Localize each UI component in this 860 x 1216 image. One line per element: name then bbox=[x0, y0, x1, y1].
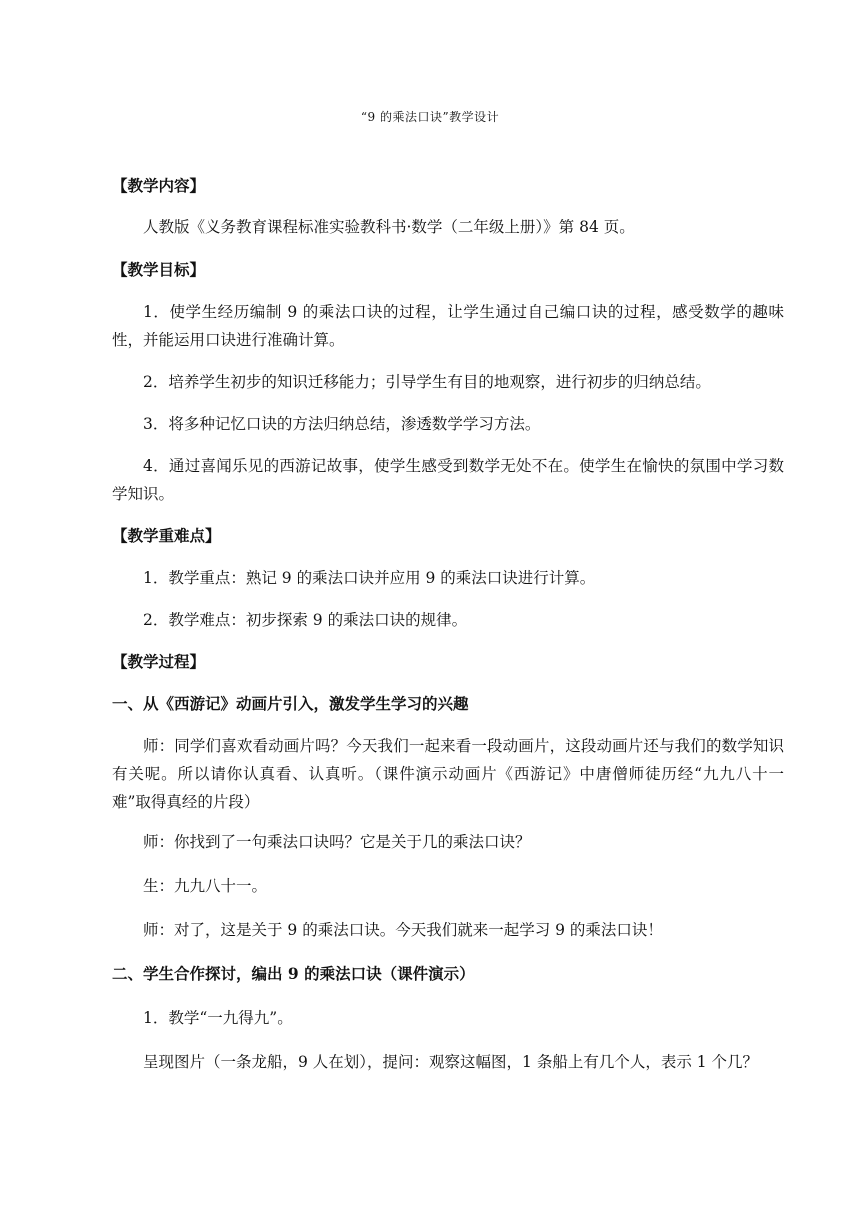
keypoint-paragraph-1: 1．教学重点：熟记 9 的乘法口诀并应用 9 的乘法口诀进行计算。 bbox=[143, 569, 596, 587]
goal-paragraph-1: 1．使学生经历编制 9 的乘法口诀的过程，让学生通过自己编口诀的过程，感受数学的趣味性，并能运用口诀进行准确计算。 bbox=[112, 303, 784, 349]
keypoint-paragraph-2: 2．教学难点：初步探索 9 的乘法口诀的规律。 bbox=[143, 611, 468, 629]
part1-paragraph-4: 师：对了，这是关于 9 的乘法口诀。今天我们就来一起学习 9 的乘法口诀！ bbox=[143, 921, 663, 939]
section-heading-keypoints: 【教学重难点】 bbox=[112, 526, 221, 545]
part1-paragraph-1: 师：同学们喜欢看动画片吗？今天我们一起来看一段动画片，这段动画片还与我们的数学知识有关呢。所以请你认真看、认真听。（课件演示动画片《西游记》中唐僧师徒历经“九九八十一难”取得真经的片段） bbox=[112, 737, 784, 811]
goal-paragraph-3: 3．将多种记忆口诀的方法归纳总结，渗透数学学习方法。 bbox=[143, 415, 541, 433]
section-heading-goals: 【教学目标】 bbox=[112, 260, 206, 279]
part2-paragraph-2: 呈现图片（一条龙船，9 人在划），提问：观察这幅图，1 条船上有几个人，表示 1 个几？ bbox=[143, 1053, 759, 1071]
part2-paragraph-1: 1．教学“一九得九”。 bbox=[143, 1009, 293, 1027]
part1-paragraph-3: 生：九九八十一。 bbox=[143, 877, 268, 895]
goal-paragraph-4: 4．通过喜闻乐见的西游记故事，使学生感受到数学无处不在。使学生在愉快的氛围中学习数学知识。 bbox=[112, 457, 784, 503]
document-title: “9 的乘法口诀”教学设计 bbox=[360, 110, 500, 124]
goal-paragraph-2: 2．培养学生初步的知识迁移能力；引导学生有目的地观察，进行初步的归纳总结。 bbox=[143, 373, 711, 391]
section-heading-process: 【教学过程】 bbox=[112, 652, 206, 671]
part2-heading: 二、学生合作探讨，编出 9 的乘法口诀（课件演示） bbox=[112, 964, 475, 983]
section-heading-content: 【教学内容】 bbox=[112, 176, 206, 195]
content-paragraph: 人教版《义务教育课程标准实验教科书·数学（二年级上册）》第 84 页。 bbox=[143, 218, 635, 236]
part1-heading: 一、从《西游记》动画片引入，激发学生学习的兴趣 bbox=[112, 694, 469, 713]
part1-paragraph-2: 师：你找到了一句乘法口诀吗？它是关于几的乘法口诀？ bbox=[143, 833, 531, 851]
